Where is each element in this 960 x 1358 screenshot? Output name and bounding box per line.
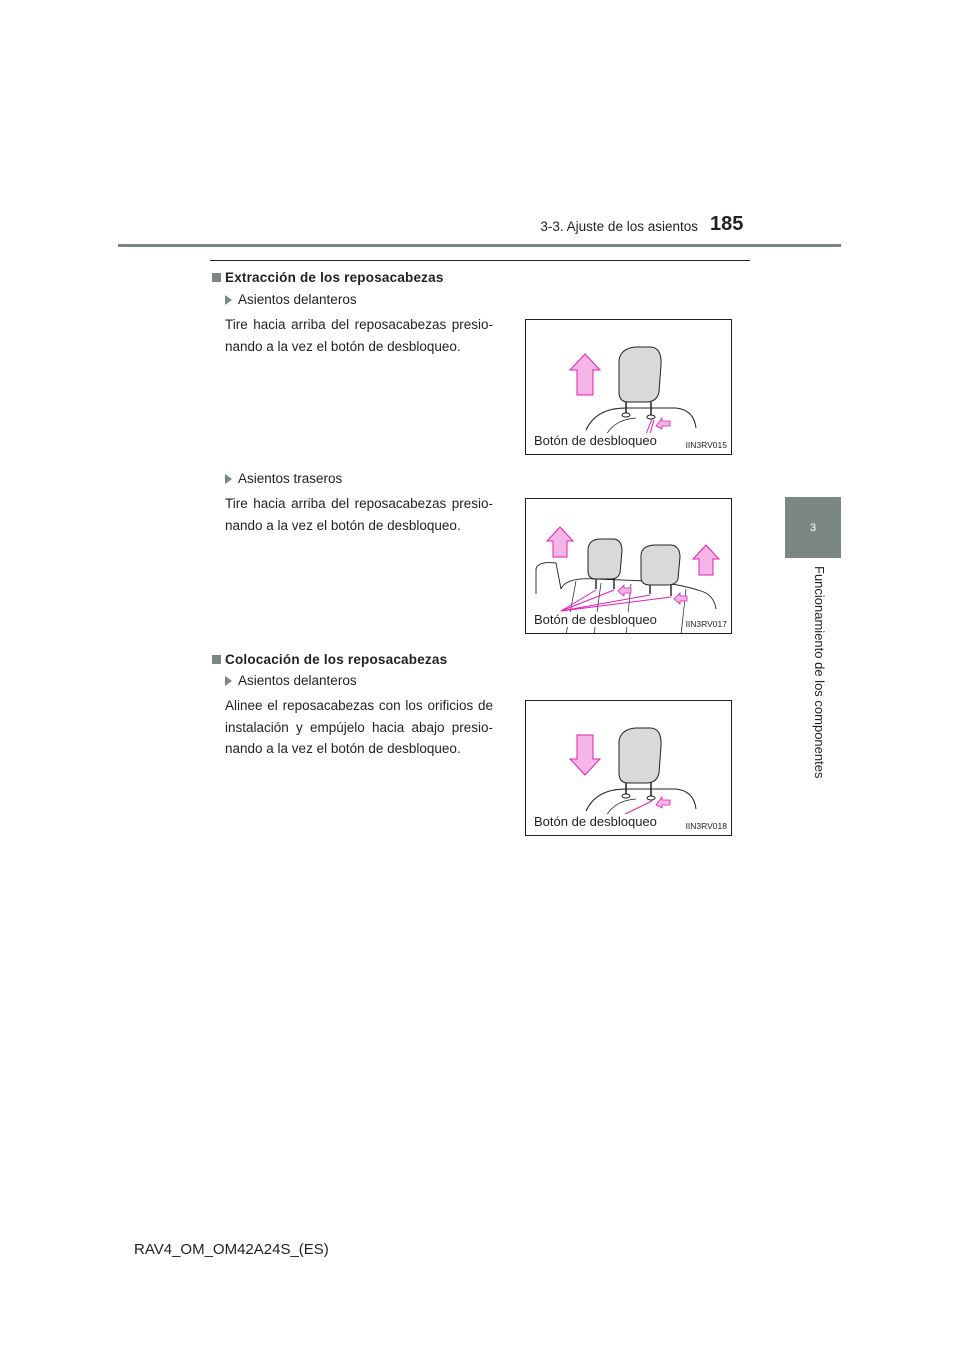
section-heading-installation — [212, 652, 447, 667]
document-code: RAV4_OM_OM42A24S_(ES) — [134, 1241, 329, 1258]
chapter-tab — [785, 497, 841, 558]
figure-label: Botón de desbloqueo — [534, 814, 657, 829]
triangle-bullet-icon — [225, 676, 232, 686]
bullet-rear-seats — [225, 471, 342, 486]
figure-code: IIN3RV015 — [685, 440, 727, 450]
square-bullet-icon — [212, 273, 221, 282]
bullet-text: Asientos traseros — [238, 471, 343, 486]
instruction-text: Tire hacia arriba del reposacabezas presio-nando a la vez el botón de desbloqueo. — [225, 496, 493, 533]
triangle-bullet-icon — [225, 474, 232, 484]
figure-rear-headrest-removal — [525, 498, 732, 634]
chapter-title: Funcionamiento de los componentes — [812, 566, 827, 779]
bullet-front-seats — [225, 673, 357, 688]
triangle-bullet-icon — [225, 295, 232, 305]
page-number: 185 — [710, 213, 744, 235]
figure-front-headrest-installation — [525, 700, 732, 836]
section-heading-text: Extracción de los reposacabezas — [225, 270, 444, 285]
figure-code: IIN3RV018 — [685, 821, 727, 831]
bullet-text: Asientos delanteros — [238, 673, 357, 688]
header-section-title: 3-3. Ajuste de los asientos — [540, 219, 698, 234]
header-rule — [118, 244, 841, 247]
instruction-text: Tire hacia arriba del reposacabezas presio-nando a la vez el botón de desbloqueo. — [225, 317, 493, 354]
bullet-text: Asientos delanteros — [238, 292, 357, 307]
figure-label: Botón de desbloqueo — [534, 433, 657, 448]
figure-label: Botón de desbloqueo — [534, 612, 657, 627]
chapter-number: 3 — [809, 521, 817, 534]
figure-front-headrest-removal — [525, 319, 732, 455]
instruction-text: Alinee el reposacabezas con los orificios de instalación y empújelo hacia abajo presio-nando a la vez el botón de desbloqueo. — [225, 698, 493, 756]
section-heading-text: Colocación de los reposacabezas — [225, 652, 448, 667]
section-divider — [210, 260, 750, 261]
section-heading-removal — [212, 270, 444, 285]
bullet-front-seats — [225, 292, 357, 307]
figure-code: IIN3RV017 — [685, 619, 727, 629]
square-bullet-icon — [212, 655, 221, 664]
